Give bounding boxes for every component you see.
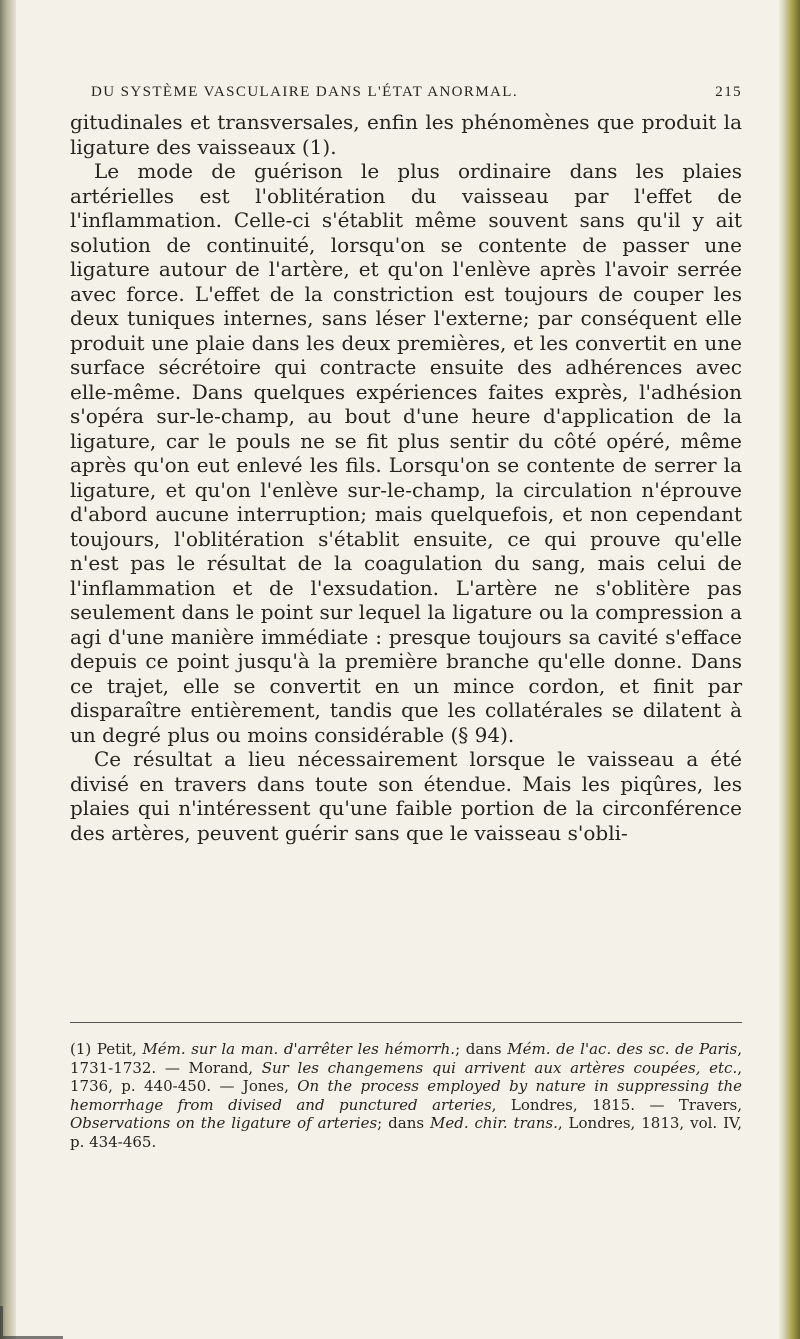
paragraph-result: Ce résultat a lieu nécessairement lorsque le vaisseau a été divisé en travers dans toute son étendue. Mais les piqûres, les plaies qui n'intéressent qu'une faible portion de la circonférence des artères, peuvent guérir sans que le vaisseau s'obli- [70,747,742,845]
footnote-citation-title: Mém. de l'ac. des sc. de Paris [507,1040,738,1058]
page-number: 215 [715,84,742,100]
paragraph-continuation: gitudinales et transversales, enfin les phénomènes que produit la ligature des vaisseaux (1). [70,110,742,159]
footnote-text: ; dans [377,1114,430,1132]
page-edge-right [778,0,800,1339]
footnote [70,1040,742,1151]
footnote-text: , Londres, 1815. — Travers, [491,1095,743,1114]
footnote-citation-title: Observations on the ligature of arteries [70,1114,378,1132]
footnote-text: , 1736, p. 440-450. — Jones, [70,1058,742,1095]
running-title: DU SYSTÈME VASCULAIRE DANS L'ÉTAT ANORMAL. [91,84,519,100]
footnote-citation-title: Mém. sur la man. d'arrêter les hémorrh. [142,1040,456,1058]
footnote-text: , Londres, 1813, vol. IV, p. 434-465. [70,1114,742,1151]
footnote-marker: (1) [70,1040,92,1058]
footnote-citation-title: Sur les changemens qui arrivent aux artères coupées, etc. [261,1058,738,1077]
footnote-text: ; dans [455,1040,508,1058]
footnote-rule [70,1022,742,1023]
page-corner-mark [0,1306,63,1339]
paragraph-healing-mode: Le mode de guérison le plus ordinaire dans les plaies artérielles est l'oblitération du vaisseau par l'effet de l'inflammation. Celle-ci s'établit même souvent sans qu'il y ait solution de continuité, lorsqu'on se contente de passer une ligature autour de l'artère, et qu'on l'enlève après l'avoir serrée avec force. L'effet de la constriction est toujours de couper les deux tuniques internes, sans léser l'externe; par conséquent elle produit une plaie dans les deux premières, et les convertit en une surface sécrétoire qui contracte ensuite des adhérences avec elle-même. Dans quelques expériences faites exprès, l'adhésion s'opéra sur-le-champ, au bout d'une heure d'application de la ligature, car le pouls ne se fit plus sentir du côté opéré, même après qu'on eut enlevé les fils. Lorsqu'on se contente de serrer la ligature, et qu'on l'enlève sur-le-champ, la circulation n'éprouve d'abord aucune interruption; mais quelquefois, et non cependant toujours, l'oblitération s'établit ensuite, ce qui prouve qu'elle n'est pas le résultat de la coagulation du sang, mais celui de l'inflammation et de l'exsudation. L'artère ne s'oblitère pas seulement dans le point sur lequel la ligature ou la compression a agi d'une manière immédiate : presque toujours sa cavité s'efface depuis ce point jusqu'à la première branche qu'elle donne. Dans ce trajet, elle se convertit en un mince cordon, et finit par disparaître entièrement, tandis que les collatérales se dilatent à un degré plus ou moins considérable (§ 94). [70,159,742,747]
footnote-text: , 1731-1732. — Morand, [70,1040,742,1077]
page-edge-left [0,0,16,1339]
footnote-citation-title: Med. chir. trans. [429,1114,558,1132]
footnote-body [70,1040,742,1151]
running-head [91,84,742,101]
footnote-text: Petit, [91,1040,143,1058]
main-text [70,110,742,845]
footnote-citation-title: On the process employed by nature in suppressing the hemorrhage from divised and punctured arteries [70,1077,743,1114]
